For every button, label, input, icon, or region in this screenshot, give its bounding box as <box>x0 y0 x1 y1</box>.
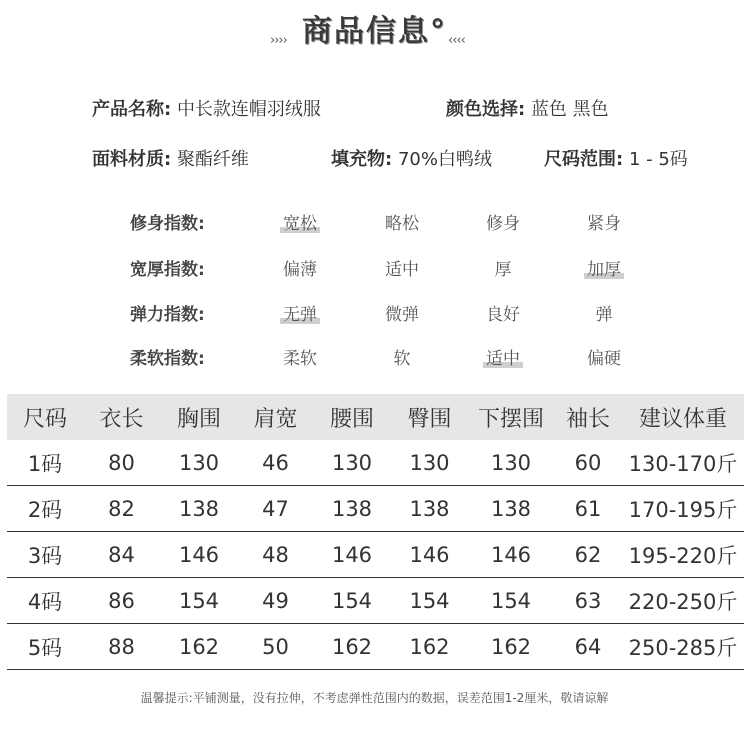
table-cell: 130 <box>468 440 554 486</box>
rating-option: 软 <box>393 349 411 369</box>
table-cell: 80 <box>83 440 160 486</box>
table-cell: 146 <box>313 532 391 578</box>
table-cell: 138 <box>468 486 554 532</box>
table-cell: 130 <box>160 440 238 486</box>
table-cell: 130 <box>391 440 468 486</box>
rating-option: 弹 <box>595 305 613 325</box>
table-cell: 154 <box>468 578 554 624</box>
color-value: 蓝色 黑色 <box>530 99 609 120</box>
fabric-label: 面料材质: <box>92 149 172 170</box>
header <box>0 0 749 60</box>
table-cell: 138 <box>313 486 391 532</box>
table-cell: 138 <box>391 486 468 532</box>
filling-value: 70%白鸭绒 <box>397 149 492 170</box>
column-header: 胸围 <box>160 394 238 440</box>
table-row <box>7 578 744 624</box>
table-cell: 154 <box>313 578 391 624</box>
table-cell: 146 <box>468 532 554 578</box>
size-table <box>7 394 744 670</box>
product-name-value: 中长款连帽羽绒服 <box>176 99 321 120</box>
product-name-label: 产品名称: <box>92 99 172 120</box>
size-range-label: 尺码范围: <box>544 149 624 170</box>
column-header: 臀围 <box>391 394 468 440</box>
table-row <box>7 624 744 670</box>
table-cell: 195-220斤 <box>622 532 744 578</box>
table-cell: 50 <box>238 624 313 670</box>
size-range-value: 1 - 5码 <box>628 149 688 170</box>
fabric-value: 聚酯纤维 <box>176 149 249 170</box>
rating-option: 略松 <box>385 214 419 234</box>
table-cell: 4码 <box>7 578 83 624</box>
table-cell: 61 <box>554 486 622 532</box>
size-range-row <box>544 145 688 171</box>
table-cell: 88 <box>83 624 160 670</box>
color-label: 颜色选择: <box>446 99 526 120</box>
table-cell: 62 <box>554 532 622 578</box>
table-cell: 5码 <box>7 624 83 670</box>
column-header: 衣长 <box>83 394 160 440</box>
rating-label: 弹力指数: <box>130 305 205 325</box>
table-cell: 162 <box>391 624 468 670</box>
rating-option: 加厚 <box>564 255 644 280</box>
product-name-row <box>92 95 321 121</box>
table-cell: 1码 <box>7 440 83 486</box>
table-cell: 162 <box>468 624 554 670</box>
rating-option: 适中 <box>463 344 543 369</box>
rating-option: 无弹 <box>260 300 340 325</box>
rating-option: 微弹 <box>385 305 419 325</box>
table-row <box>7 440 744 486</box>
table-cell: 84 <box>83 532 160 578</box>
footer-note: 温馨提示:平铺测量，没有拉伸，不考虑弹性范围内的数据，误差范围1-2厘米，敬请谅解 <box>140 691 609 705</box>
filling-row <box>331 145 492 171</box>
table-cell: 86 <box>83 578 160 624</box>
column-header: 肩宽 <box>238 394 313 440</box>
rating-option: 偏硬 <box>587 349 621 369</box>
table-cell: 138 <box>160 486 238 532</box>
table-cell: 82 <box>83 486 160 532</box>
rating-option: 厚 <box>494 260 512 280</box>
table-cell: 146 <box>160 532 238 578</box>
table-cell: 250-285斤 <box>622 624 744 670</box>
rating-option: 适中 <box>385 260 419 280</box>
table-cell: 154 <box>391 578 468 624</box>
rating-label: 宽厚指数: <box>130 260 205 280</box>
table-cell: 220-250斤 <box>622 578 744 624</box>
rating-label: 修身指数: <box>130 214 205 234</box>
table-row <box>7 486 744 532</box>
table-cell: 64 <box>554 624 622 670</box>
left-arrows-decoration: ›››› <box>270 33 287 48</box>
rating-option: 良好 <box>486 305 520 325</box>
column-header: 建议体重 <box>622 394 744 440</box>
table-cell: 47 <box>238 486 313 532</box>
table-cell: 60 <box>554 440 622 486</box>
column-header: 下摆围 <box>468 394 554 440</box>
rating-option: 紧身 <box>587 214 621 234</box>
rating-option: 柔软 <box>283 349 317 369</box>
filling-label: 填充物: <box>331 149 393 170</box>
table-cell: 162 <box>313 624 391 670</box>
column-header: 腰围 <box>313 394 391 440</box>
table-cell: 3码 <box>7 532 83 578</box>
table-cell: 154 <box>160 578 238 624</box>
rating-option: 偏薄 <box>283 260 317 280</box>
table-cell: 170-195斤 <box>622 486 744 532</box>
rating-option: 宽松 <box>260 209 340 234</box>
table-cell: 46 <box>238 440 313 486</box>
table-cell: 49 <box>238 578 313 624</box>
table-cell: 2码 <box>7 486 83 532</box>
color-row <box>446 95 609 121</box>
page-title: 商品信息° <box>302 14 447 49</box>
table-cell: 130 <box>313 440 391 486</box>
right-arrows-decoration: ‹‹‹‹ <box>448 33 465 48</box>
table-row <box>7 532 744 578</box>
table-cell: 63 <box>554 578 622 624</box>
rating-label: 柔软指数: <box>130 349 205 369</box>
table-cell: 48 <box>238 532 313 578</box>
table-cell: 162 <box>160 624 238 670</box>
fabric-row <box>92 145 249 171</box>
column-header: 袖长 <box>554 394 622 440</box>
column-header: 尺码 <box>7 394 83 440</box>
table-cell: 146 <box>391 532 468 578</box>
rating-option: 修身 <box>486 214 520 234</box>
table-cell: 130-170斤 <box>622 440 744 486</box>
table-header-row <box>7 394 744 440</box>
